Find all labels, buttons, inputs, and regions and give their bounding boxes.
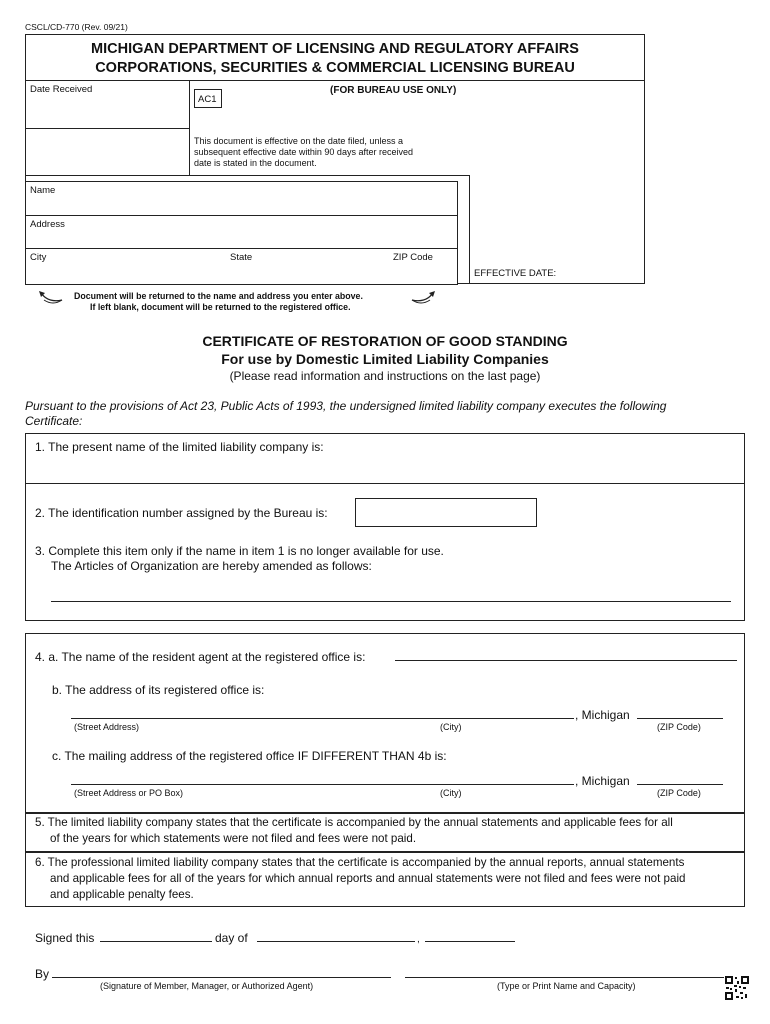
signed-month-line[interactable] [257, 941, 415, 942]
curved-arrow-left-icon [36, 288, 66, 306]
zip-line-4b[interactable] [637, 718, 723, 719]
bureau-use-only: (FOR BUREAU USE ONLY) [330, 85, 457, 96]
header-line-1: MICHIGAN DEPARTMENT OF LICENSING AND REGULATORY AFFAIRS [91, 41, 579, 57]
name-field[interactable]: Name [30, 185, 56, 196]
city-label-4c: (City) [440, 788, 462, 798]
signed-this-label: Signed this [35, 931, 95, 945]
amendment-line[interactable] [51, 601, 731, 602]
mailing-address-line[interactable] [71, 784, 574, 785]
by-label: By [35, 967, 50, 981]
michigan-label-4c: , Michigan [575, 774, 630, 788]
resident-agent-line[interactable] [395, 660, 737, 661]
item-1-text: 1. The present name of the limited liability company is: [35, 440, 324, 454]
item-3-text-1: 3. Complete this item only if the name in item 1 is no longer available for use. [35, 544, 444, 558]
city-label-4b: (City) [440, 722, 462, 732]
effective-note-2: subsequent effective date within 90 days after received [194, 147, 413, 157]
return-address-box [25, 181, 458, 285]
certificate-title: CERTIFICATE OF RESTORATION OF GOOD STANDING [202, 333, 568, 349]
date-comma: , [417, 934, 420, 945]
signed-year-line[interactable] [425, 941, 515, 942]
effective-note-3: date is stated in the document. [194, 158, 317, 168]
printed-name-label: (Type or Print Name and Capacity) [497, 981, 636, 991]
item-5-text-2: of the years for which statements were not filed and fees were not paid. [50, 832, 417, 845]
form-code: CSCL/CD-770 (Rev. 09/21) [25, 22, 128, 32]
item-5-text-1: 5. The limited liability company states that the certificate is accompanied by the annual statements and applicable fees for all [35, 816, 673, 829]
street-address-line[interactable] [71, 718, 574, 719]
preamble-line-1: Pursuant to the provisions of Act 23, Public Acts of 1993, the undersigned limited liability company executes the following [25, 399, 667, 413]
identification-number-input[interactable] [355, 498, 537, 527]
header-line-2: CORPORATIONS, SECURITIES & COMMERCIAL LICENSING BUREAU [95, 60, 575, 76]
street-po-label: (Street Address or PO Box) [74, 788, 184, 798]
zip-label-4c: (ZIP Code) [657, 788, 701, 798]
zip-field[interactable]: ZIP Code [393, 252, 433, 263]
return-note-2: If left blank, document will be returned to the registered office. [90, 302, 351, 312]
item-6-text-3: and applicable penalty fees. [50, 888, 194, 901]
qr-code-icon [724, 975, 750, 1001]
item-4c-text: c. The mailing address of the registered office IF DIFFERENT THAN 4b is: [52, 749, 447, 763]
ac-code: AC1 [198, 94, 217, 105]
instructions-note: (Please read information and instructions on the last page) [229, 369, 541, 383]
item-6-text-2: and applicable fees for all of the years for which annual reports and annual statements were not filed and fees were not paid [50, 872, 686, 885]
item-4b-text: b. The address of its registered office is: [52, 683, 265, 697]
item-4a-text: 4. a. The name of the resident agent at the registered office is: [35, 650, 366, 664]
item-3-text-2: The Articles of Organization are hereby amended as follows: [51, 559, 372, 573]
signature-line[interactable] [52, 977, 391, 978]
printed-name-line[interactable] [405, 977, 745, 978]
date-received-label: Date Received [30, 84, 93, 95]
item-2-text: 2. The identification number assigned by the Bureau is: [35, 506, 328, 520]
city-field[interactable]: City [30, 252, 47, 263]
return-note-1: Document will be returned to the name and address you enter above. [74, 291, 363, 301]
zip-label-4b: (ZIP Code) [657, 722, 701, 732]
item-6-text-1: 6. The professional limited liability company states that the certificate is accompanied by the annual reports, annual statements [35, 856, 685, 869]
preamble-line-2: Certificate: [25, 414, 83, 428]
day-of-label: day of [215, 931, 248, 945]
michigan-label-4b: , Michigan [575, 708, 630, 722]
address-field[interactable]: Address [30, 219, 65, 230]
curved-arrow-right-icon [408, 288, 438, 306]
items-1-3-box [25, 433, 745, 621]
effective-note-1: This document is effective on the date filed, unless a [194, 136, 403, 146]
state-field[interactable]: State [230, 252, 253, 263]
signed-day-line[interactable] [100, 941, 212, 942]
street-address-label: (Street Address) [74, 722, 140, 732]
signature-label: (Signature of Member, Manager, or Authorized Agent) [100, 981, 314, 991]
effective-date-label: EFFECTIVE DATE: [474, 268, 557, 279]
certificate-subtitle: For use by Domestic Limited Liability Companies [221, 351, 549, 367]
zip-line-4c[interactable] [637, 784, 723, 785]
